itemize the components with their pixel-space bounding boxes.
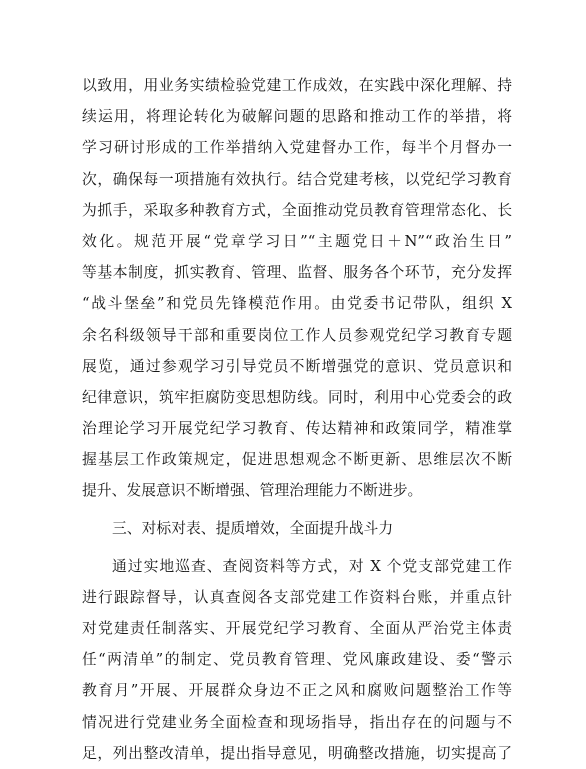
- paragraph-line: 等基本制度，抓实教育、管理、监督、服务各个环节，充分发挥: [82, 264, 512, 282]
- paragraph-line: 续运用，将理论转化为破解问题的思路和推动工作的举措，将: [82, 108, 512, 126]
- paragraph-line: 提升、发展意识不断增强、管理治理能力不断进步。: [82, 482, 423, 500]
- paragraph-line: 教育月”开展、开展群众身边不正之风和腐败问题整治工作等: [82, 682, 512, 700]
- paragraph-line: 次，确保每一项措施有效执行。结合党建考核，以党纪学习教育: [82, 170, 512, 188]
- paragraph-1: [82, 70, 512, 507]
- paragraph-line: 为抓手，采取多种教育方式，全面推动党员教育管理常态化、长: [82, 201, 512, 219]
- paragraph-line: 学习研讨形成的工作举措纳入党建督办工作，每半个月督办一: [82, 139, 512, 157]
- paragraph-2: [82, 551, 512, 769]
- paragraph-line: 足，列出整改清单，提出指导意见，明确整改措施，切实提高了: [82, 744, 512, 762]
- paragraph-line: 进行跟踪督导，认真查阅各支部党建工作资料台账，并重点针: [82, 588, 512, 606]
- paragraph-line: 任“两清单”的制定、党员教育管理、党风廉政建设、委“警示: [82, 651, 512, 669]
- paragraph-line: 通过实地巡查、查阅资料等方式，对 X 个党支部党建工作: [112, 557, 512, 575]
- paragraph-line: 情况进行党建业务全面检查和现场指导，指出存在的问题与不: [82, 713, 512, 731]
- paragraph-line: 以致用，用业务实绩检验党建工作成效，在实践中深化理解、持: [82, 77, 512, 94]
- document-body: [82, 70, 512, 769]
- paragraph-line: 余名科级领导干部和重要岗位工作人员参观党纪学习教育专题: [82, 326, 512, 344]
- section-heading: 三、对标对表、提质增效，全面提升战斗力: [112, 519, 394, 537]
- paragraph-line: “战斗堡垒”和党员先锋模范作用。由党委书记带队，组织 X: [82, 295, 512, 313]
- paragraph-line: 展览，通过参观学习引导党员不断增强党的意识、党员意识和: [82, 357, 512, 375]
- paragraph-line: 效化。规范开展“党章学习日”“主题党日＋N”“政治生日”: [82, 232, 512, 250]
- paragraph-line: 治理论学习开展党纪学习教育、传达精神和政策同学，精准掌: [82, 420, 512, 438]
- paragraph-line: 握基层工作政策规定，促进思想观念不断更新、思维层次不断: [82, 451, 512, 469]
- paragraph-line: 对党建责任制落实、开展党纪学习教育、全面从严治党主体责: [82, 620, 512, 637]
- paragraph-line: 纪律意识，筑牢拒腐防变思想防线。同时，利用中心党委会的政: [82, 388, 512, 406]
